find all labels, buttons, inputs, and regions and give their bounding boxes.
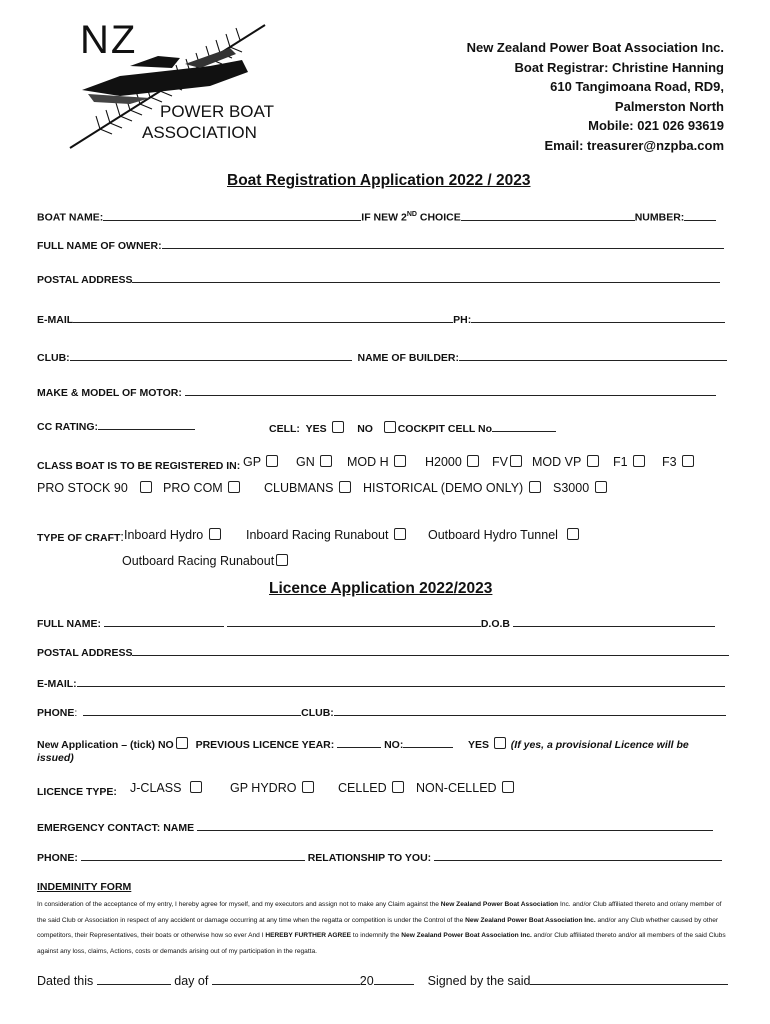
craft-outboard-runabout-checkbox[interactable] xyxy=(276,554,288,566)
indemnity-title: INDEMINITY FORM xyxy=(37,881,132,893)
if-new-label: IF NEW 2 xyxy=(361,211,407,224)
if-new-nd: ND xyxy=(406,211,417,218)
relationship-label: RELATIONSHIP TO YOU: xyxy=(307,852,432,864)
boat-name-row xyxy=(37,211,716,224)
signature-row xyxy=(37,974,728,988)
indemnity-t2: Inc. and/or Club affiliated thereto and or/any member of the said Club or Association in respect of any accident or damage occurring at any time when the regatta or competition is under the Control of the xyxy=(37,901,722,924)
indemnity-org2: New Zealand Power Boat Association Inc. xyxy=(465,916,596,924)
emergency-phone-label: PHONE: xyxy=(37,852,78,864)
class-modh[interactable] xyxy=(347,455,408,469)
indemnity-org1: New Zealand Power Boat Association xyxy=(440,901,559,908)
lic-celled-checkbox[interactable] xyxy=(392,781,404,793)
lic-club-label: CLUB: xyxy=(301,707,334,719)
emergency-row xyxy=(37,822,713,834)
lic-name-label: FULL NAME: xyxy=(37,618,101,630)
cockpit-field[interactable] xyxy=(492,430,556,432)
lic-no-label: NO: xyxy=(384,739,404,751)
emergency-label: EMERGENCY CONTACT: NAME xyxy=(37,822,195,834)
ph-label: PH: xyxy=(453,314,472,326)
class-row-1 xyxy=(37,456,240,474)
owner-row xyxy=(37,240,724,252)
boat-name-label: BOAT NAME: xyxy=(37,211,104,224)
indemnity-org3: New Zealand Power Boat Association Inc. xyxy=(401,932,532,939)
second-choice-field[interactable] xyxy=(461,219,635,221)
indemnity-t3: and/or any Club whether caused by other competitors, their Representatives, their boats or otherwise how so ever And I xyxy=(37,916,719,939)
email-field[interactable] xyxy=(73,321,453,323)
class-modvp-checkbox[interactable] xyxy=(587,455,599,467)
craft-outboard-tunnel-label: Outboard Hydro Tunnel xyxy=(428,528,558,542)
craft-label: TYPE OF CRAFT xyxy=(37,532,121,544)
builder-field[interactable] xyxy=(459,359,727,361)
emergency-phone-row xyxy=(37,852,722,864)
class-h2000-checkbox[interactable] xyxy=(467,455,479,467)
class-fv[interactable] xyxy=(492,455,524,469)
provisional-note: (If yes, a provisional Licence will be xyxy=(510,739,689,751)
craft-inboard-runabout-label: Inboard Racing Runabout xyxy=(246,528,389,542)
class-procom[interactable] xyxy=(163,481,242,495)
new-app-label: New Application xyxy=(37,739,119,751)
owner-label: FULL NAME OF OWNER: xyxy=(37,240,162,252)
lic-jclass-checkbox[interactable] xyxy=(190,781,202,793)
indemnity-further: HEREBY FURTHER AGREE xyxy=(265,932,352,939)
club-label: CLUB: xyxy=(37,352,70,364)
prev-year-label: PREVIOUS LICENCE YEAR: xyxy=(195,739,335,751)
signed-label: Signed by the said xyxy=(427,974,531,988)
dated-field[interactable] xyxy=(97,983,171,985)
indemnity-t1: In consideration of the acceptance of my entry, I hereby agree for myself, and my executors and assign not to make any Claim against the xyxy=(37,901,441,908)
cc-label: CC RATING: xyxy=(37,421,99,433)
class-prostock90-checkbox[interactable] xyxy=(140,481,152,493)
class-f1[interactable] xyxy=(613,455,647,469)
class-gn[interactable] xyxy=(296,455,334,469)
craft-inboard-hydro[interactable] xyxy=(124,528,223,542)
class-gn-label: GN xyxy=(296,455,315,469)
dob-label: D.O.B xyxy=(480,618,510,630)
tick-no-label: – (tick) NO xyxy=(118,739,174,751)
month-field[interactable] xyxy=(212,983,360,985)
class-h2000[interactable] xyxy=(425,455,481,469)
class-s3000-label: S3000 xyxy=(553,481,590,495)
signature-field[interactable] xyxy=(530,983,728,985)
lic-jclass[interactable] xyxy=(130,781,204,795)
class-h2000-label: H2000 xyxy=(425,455,462,469)
header-address2: Palmerston North xyxy=(614,98,724,114)
craft-inboard-runabout-checkbox[interactable] xyxy=(394,528,406,540)
lic-postal-field[interactable] xyxy=(132,654,729,656)
lic-postal-label: POSTAL ADDRESS xyxy=(37,647,133,659)
indemnity-t4: to indemnify the xyxy=(351,932,402,939)
class-clubmans-checkbox[interactable] xyxy=(339,481,351,493)
class-modvp-label: MOD VP xyxy=(532,455,582,469)
emergency-phone-field[interactable] xyxy=(81,859,305,861)
cell-yes-label: YES xyxy=(305,423,327,435)
year-field[interactable] xyxy=(374,983,414,985)
lic-phone-label: PHONE xyxy=(37,707,75,719)
class-fv-checkbox[interactable] xyxy=(510,455,522,467)
number-label: NUMBER: xyxy=(634,211,685,224)
email-label: E-MAIL xyxy=(37,314,74,326)
nzpba-logo xyxy=(60,20,275,150)
ph-field[interactable] xyxy=(471,321,725,323)
craft-inboard-hydro-label: Inboard Hydro xyxy=(124,528,204,542)
lic-postal-row xyxy=(37,647,729,659)
logo-nz-text: NZ xyxy=(80,18,138,62)
class-prostock90[interactable] xyxy=(37,481,154,495)
prev-year-field[interactable] xyxy=(337,746,381,748)
builder-label: NAME OF BUILDER: xyxy=(357,352,460,364)
relationship-field[interactable] xyxy=(434,859,722,861)
header-address1: 610 Tangimoana Road, RD9, xyxy=(550,79,724,94)
class-clubmans-label: CLUBMANS xyxy=(264,481,334,495)
header-email: Email: treasurer@nzpba.com xyxy=(544,137,724,153)
cell-no-label: NO xyxy=(357,423,373,435)
lic-noncelled-checkbox[interactable] xyxy=(502,781,514,793)
motor-label: MAKE & MODEL OF MOTOR: xyxy=(37,387,182,399)
class-gp-label: GP xyxy=(243,455,261,469)
class-gp-checkbox[interactable] xyxy=(266,455,278,467)
lic-email-label: E-MAIL: xyxy=(37,678,77,690)
postal-field[interactable] xyxy=(132,281,720,283)
class-historical-label: HISTORICAL (DEMO ONLY) xyxy=(363,481,524,495)
craft-row: TYPE OF CRAFT: xyxy=(37,530,124,544)
header-org: New Zealand Power Boat Association Inc. xyxy=(466,40,724,55)
class-historical[interactable] xyxy=(363,481,543,495)
class-modh-label: MOD H xyxy=(347,455,389,469)
lic-gphydro-label: GP HYDRO xyxy=(230,781,297,795)
craft-outboard-tunnel-checkbox[interactable] xyxy=(567,528,579,540)
licence-title: Licence Application 2022/2023 xyxy=(269,580,493,597)
lic-email-field[interactable] xyxy=(77,685,725,687)
class-procom-label: PRO COM xyxy=(163,481,223,495)
dated-label: Dated this xyxy=(37,974,94,988)
craft-outboard-runabout-label: Outboard Racing Runabout xyxy=(122,554,275,568)
class-s3000[interactable] xyxy=(553,481,609,495)
class-f3-label: F3 xyxy=(662,455,677,469)
indemnity-text xyxy=(37,897,730,959)
lic-email-row xyxy=(37,678,725,690)
class-s3000-checkbox[interactable] xyxy=(595,481,607,493)
lic-jclass-label: J-CLASS xyxy=(130,781,182,795)
new-app-row xyxy=(37,737,689,751)
club-row xyxy=(37,352,727,364)
lic-yes-label: YES xyxy=(467,739,489,751)
lic-noncelled-label: NON-CELLED xyxy=(416,781,497,795)
class-modh-checkbox[interactable] xyxy=(394,455,406,467)
lic-type-label: LICENCE TYPE: xyxy=(37,786,117,798)
class-modvp[interactable] xyxy=(532,455,601,469)
header-registrar: Boat Registrar: Christine Hanning xyxy=(514,59,724,75)
class-label: CLASS BOAT IS TO BE REGISTERED IN: xyxy=(37,460,241,472)
logo-line2: ASSOCIATION xyxy=(142,123,257,142)
lic-gphydro[interactable] xyxy=(230,781,316,795)
cockpit-label: COCKPIT CELL No xyxy=(397,423,493,435)
number-field[interactable] xyxy=(684,219,716,221)
indemnity-t5: and/or Club affiliated thereto and/or all members of the said Clubs against any loss, claims, Actions, costs or demands arising out of my participation in the regatta. xyxy=(37,932,726,955)
lic-no-field[interactable] xyxy=(403,746,453,748)
lic-phone-field[interactable] xyxy=(83,714,301,716)
lic-celled[interactable] xyxy=(338,781,406,795)
boat-name-field[interactable] xyxy=(103,219,361,221)
lic-phone-row: PHONE: CLUB: xyxy=(37,707,726,719)
lic-name-field-2[interactable] xyxy=(227,625,481,627)
craft-inboard-runabout[interactable] xyxy=(246,528,408,542)
boat-registration-title: Boat Registration Application 2022 / 2023 xyxy=(227,172,531,189)
craft-inboard-hydro-checkbox[interactable] xyxy=(209,528,221,540)
class-f1-checkbox[interactable] xyxy=(633,455,645,467)
email-row xyxy=(37,314,725,326)
year-label: 20 xyxy=(359,974,374,988)
class-gp[interactable] xyxy=(243,455,280,469)
new-app-no-checkbox[interactable] xyxy=(176,737,188,749)
postal-row xyxy=(37,274,720,286)
issued-note: issued) xyxy=(37,752,74,764)
class-clubmans[interactable] xyxy=(264,481,353,495)
cell-yes-checkbox[interactable] xyxy=(332,421,344,433)
cell-label: CELL: xyxy=(269,423,300,435)
header-mobile: Mobile: 021 026 93619 xyxy=(588,118,724,133)
lic-name-field[interactable] xyxy=(104,625,224,627)
cc-field[interactable] xyxy=(98,428,195,430)
club-field[interactable] xyxy=(70,359,352,361)
postal-label: POSTAL ADDRESS xyxy=(37,274,133,286)
cell-row xyxy=(269,421,556,435)
owner-field[interactable] xyxy=(162,247,724,249)
class-prostock90-label: PRO STOCK 90 xyxy=(37,481,128,495)
lic-type-row xyxy=(37,782,117,800)
class-procom-checkbox[interactable] xyxy=(228,481,240,493)
lic-gphydro-checkbox[interactable] xyxy=(302,781,314,793)
craft-outboard-runabout[interactable] xyxy=(122,554,290,568)
header-address xyxy=(467,38,724,155)
class-gn-checkbox[interactable] xyxy=(320,455,332,467)
lic-name-row xyxy=(37,618,715,630)
lic-noncelled[interactable] xyxy=(416,781,516,795)
class-f3-checkbox[interactable] xyxy=(682,455,694,467)
class-historical-checkbox[interactable] xyxy=(529,481,541,493)
class-fv-label: FV xyxy=(492,455,508,469)
motor-row xyxy=(37,387,716,399)
motor-field[interactable] xyxy=(185,394,716,396)
day-of-label: day of xyxy=(174,974,209,988)
cell-no-checkbox[interactable] xyxy=(384,421,396,433)
logo-line1: POWER BOAT xyxy=(160,102,274,121)
craft-outboard-tunnel[interactable] xyxy=(428,528,581,542)
class-f1-label: F1 xyxy=(613,455,628,469)
emergency-field[interactable] xyxy=(197,829,713,831)
lic-yes-checkbox[interactable] xyxy=(494,737,506,749)
choice-label: CHOICE xyxy=(416,211,461,224)
cc-row xyxy=(37,421,195,433)
lic-celled-label: CELLED xyxy=(338,781,387,795)
class-f3[interactable] xyxy=(662,455,696,469)
lic-club-field[interactable] xyxy=(334,714,726,716)
dob-field[interactable] xyxy=(513,625,715,627)
